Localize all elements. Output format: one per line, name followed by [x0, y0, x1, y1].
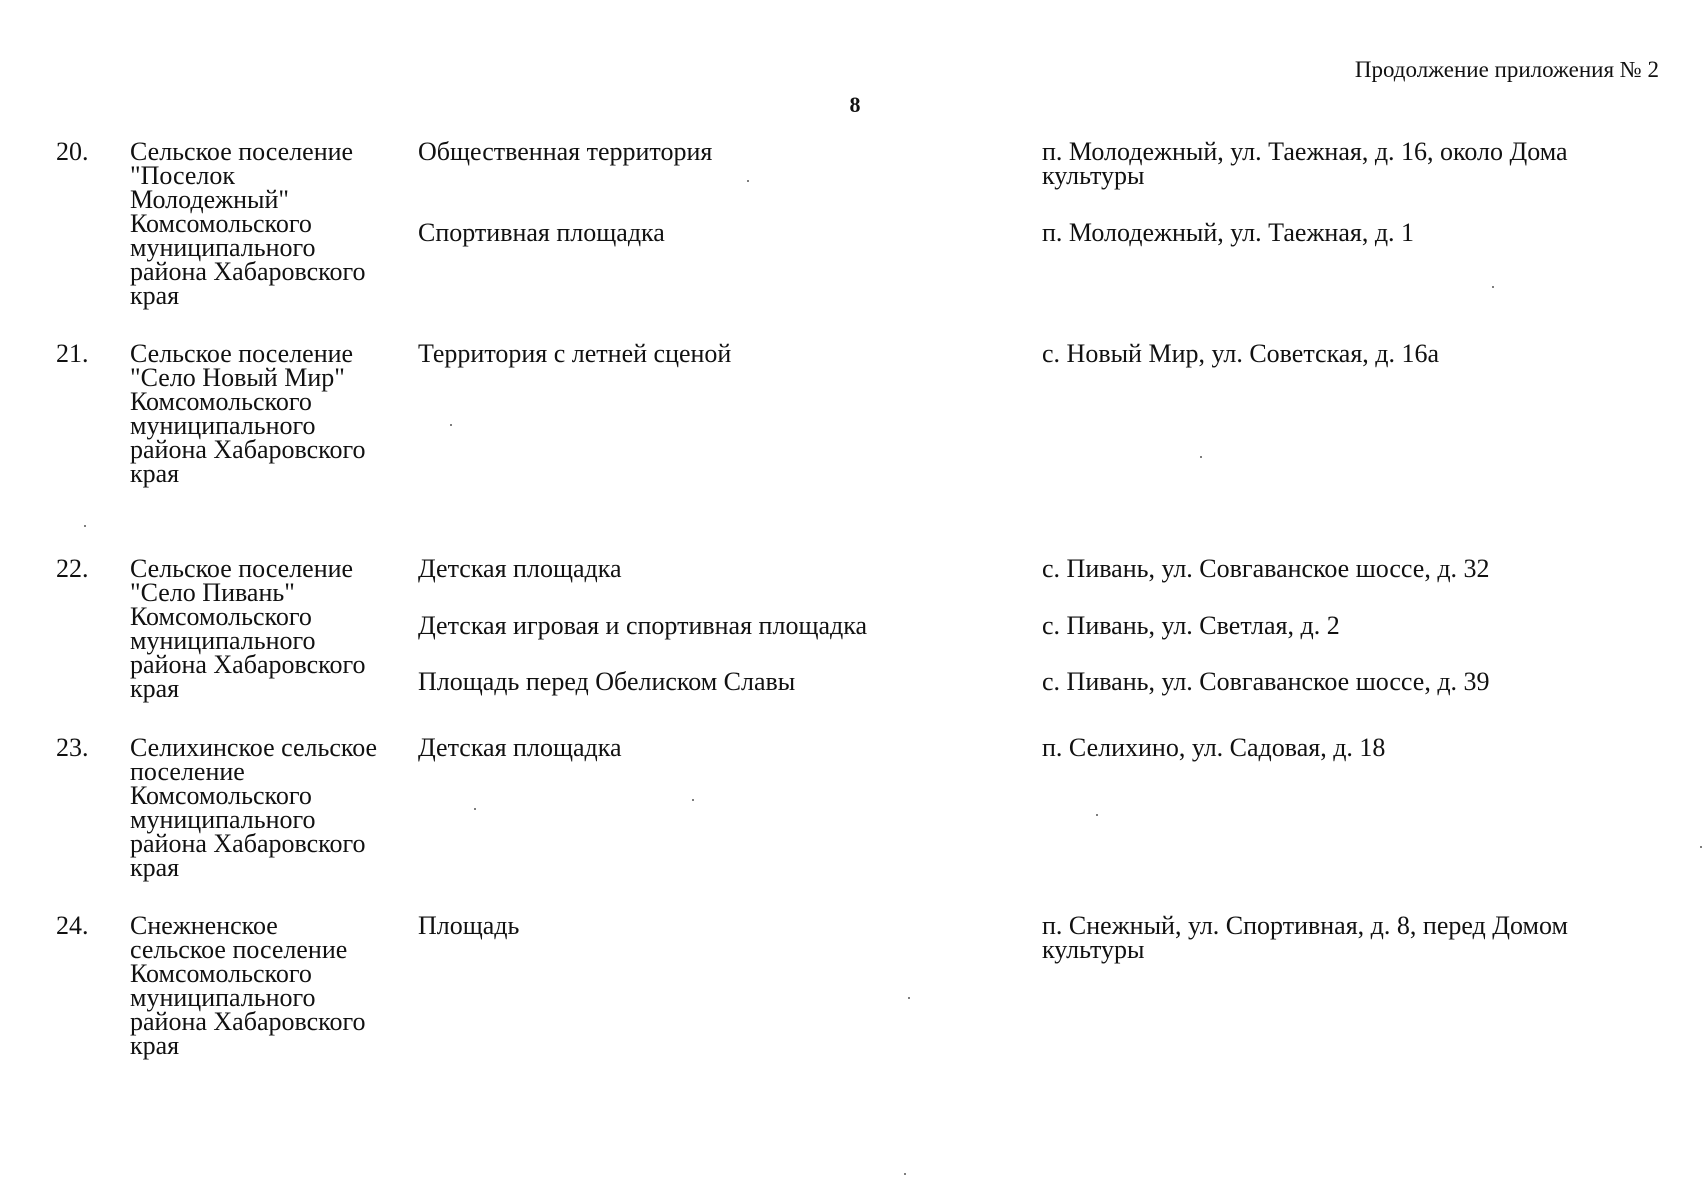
scan-speck	[747, 180, 749, 182]
object-name: Спортивная площадка	[418, 218, 665, 247]
list-item	[0, 554, 1706, 587]
scan-speck	[84, 525, 86, 527]
entry-number: 23.	[56, 733, 89, 762]
object-name: Детская площадка	[418, 733, 622, 762]
scan-speck	[1200, 456, 1202, 458]
scan-speck	[450, 424, 452, 426]
object-name: Территория с летней сценой	[418, 339, 732, 368]
object-address: с. Пивань, ул. Совгаванское шоссе, д. 39	[1042, 667, 1490, 696]
list-item	[0, 137, 1706, 190]
entry-number: 21.	[56, 339, 89, 368]
settlement-name: Сельское поселение "Село Пивань" Комсомольского муниципального района Хабаровского края	[130, 554, 366, 703]
entry-number: 24.	[56, 911, 89, 940]
object-name: Площадь	[418, 911, 520, 940]
object-name: Детская игровая и спортивная площадка	[418, 611, 868, 640]
page-number: 8	[849, 92, 861, 117]
list-item	[0, 733, 1706, 766]
scan-speck	[692, 799, 694, 801]
list-item	[0, 218, 1706, 251]
list-item	[0, 339, 1706, 372]
settlement-name: Сельское поселение "Село Новый Мир" Комсомольского муниципального района Хабаровского края	[130, 339, 366, 488]
settlement-name: Снежненское сельское поселение Комсомольского муниципального района Хабаровского края	[130, 911, 366, 1060]
object-address: п. Снежный, ул. Спортивная, д. 8, перед Домом культуры	[1042, 911, 1568, 964]
object-name: Общественная территория	[418, 137, 713, 166]
object-address: п. Молодежный, ул. Таежная, д. 16, около Дома культуры	[1042, 137, 1568, 190]
appendix-continuation-note: Продолжение приложения № 2	[1354, 57, 1659, 82]
scan-speck	[904, 1173, 906, 1175]
scan-speck	[1096, 814, 1098, 816]
scan-speck	[908, 997, 910, 999]
entry-number: 20.	[56, 137, 89, 166]
object-address: п. Молодежный, ул. Таежная, д. 1	[1042, 218, 1415, 247]
object-address: с. Новый Мир, ул. Советская, д. 16а	[1042, 339, 1440, 368]
list-item	[0, 611, 1706, 644]
list-item	[0, 667, 1706, 700]
list-item	[0, 911, 1706, 964]
scan-speck	[1700, 846, 1702, 848]
settlement-name: Селихинское сельское поселение Комсомольского муниципального района Хабаровского края	[130, 733, 378, 882]
settlement-name: Сельское поселение "Поселок Молодежный" Комсомольского муниципального района Хабаровского края	[130, 137, 366, 310]
object-address: п. Селихино, ул. Садовая, д. 18	[1042, 733, 1386, 762]
object-name: Детская площадка	[418, 554, 622, 583]
entry-number: 22.	[56, 554, 89, 583]
scan-speck	[474, 808, 476, 810]
scan-speck	[1492, 286, 1494, 288]
object-address: с. Пивань, ул. Совгаванское шоссе, д. 32	[1042, 554, 1490, 583]
object-address: с. Пивань, ул. Светлая, д. 2	[1042, 611, 1340, 640]
object-name: Площадь перед Обелиском Славы	[418, 667, 796, 696]
